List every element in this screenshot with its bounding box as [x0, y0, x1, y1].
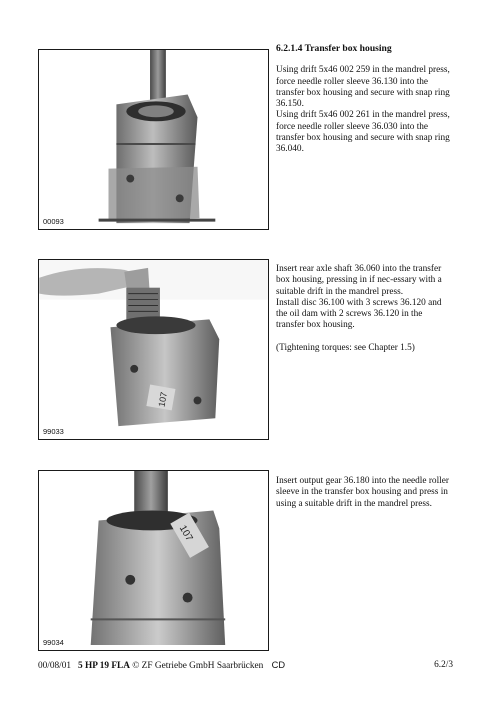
section-heading: 6.2.1.4 Transfer box housing — [276, 43, 392, 54]
instruction-paragraph: Using drift 5x46 002 261 in the mandrel press, force needle roller sleeve 36.030 into the transfer box housing and secure with snap ring 36.040. — [276, 110, 450, 155]
instruction-block-1 — [276, 43, 452, 156]
transfer-housing-press-image — [39, 50, 268, 229]
page-footer — [38, 660, 453, 671]
footer-model: 5 HP 19 FLA — [78, 661, 130, 671]
figure-number-1: 00093 — [43, 217, 64, 226]
torque-note: (Tightening torques: see Chapter 1.5) — [276, 342, 415, 353]
footer-code: CD — [271, 660, 286, 670]
figure-photo-2 — [38, 259, 269, 440]
figure-number-2: 99033 — [43, 427, 64, 436]
instruction-block-2 — [276, 264, 452, 354]
figure-number-3: 99034 — [43, 638, 64, 647]
figure-photo-3 — [38, 470, 269, 651]
instruction-paragraph: Install disc 36.100 with 3 screws 36.120 and the oil dam with 2 screws 36.120 in the transfer box housing. — [276, 297, 442, 331]
footer-copyright: © ZF Getriebe GmbH Saarbrücken — [132, 661, 264, 671]
rear-axle-shaft-insert-image — [39, 260, 268, 439]
housing-stamp-label-2: 107 — [156, 391, 169, 408]
housing-stamp-label-3: 107 — [176, 523, 195, 544]
footer-date: 00/08/01 — [38, 661, 72, 671]
instruction-paragraph: Insert output gear 36.180 into the needle roller sleeve in the transfer box housing and press in using a suitable drift in the mandrel press. — [276, 476, 449, 509]
instruction-paragraph: Using drift 5x46 002 259 in the mandrel press, force needle roller sleeve 36.130 into the transfer box housing and secure with snap ring 36.150. — [276, 65, 450, 110]
page-number: 6.2/3 — [434, 660, 453, 670]
instruction-block-3 — [276, 476, 452, 510]
instruction-paragraph: Insert rear axle shaft 36.060 into the transfer box housing, pressing in if nec-essary with a suitable drift in the mandrel press. — [276, 264, 442, 297]
figure-photo-1 — [38, 49, 269, 230]
output-gear-press-image — [39, 471, 268, 650]
